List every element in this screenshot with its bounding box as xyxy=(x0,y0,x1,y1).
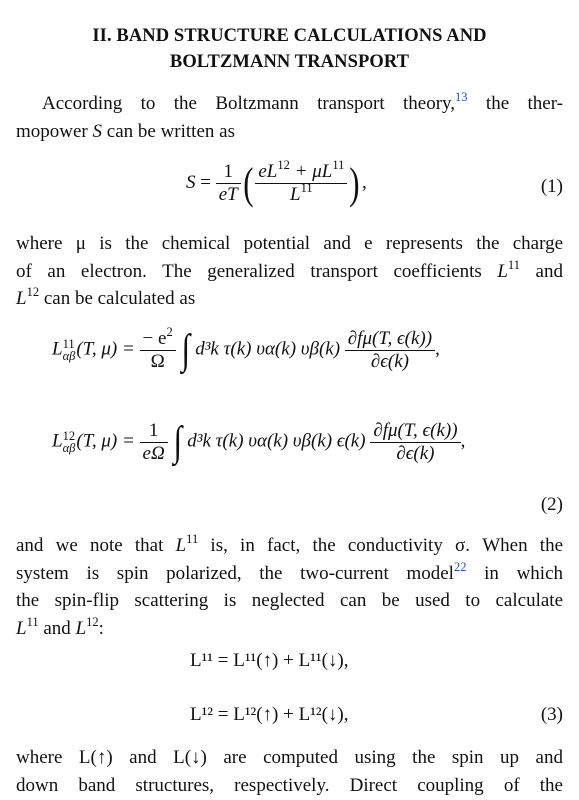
eq1-prefactor: $\frac{1}{eT}$ xyxy=(216,161,241,206)
equation-2a: L 11 αβ (T, μ) = $\frac{- e^2}{\Omega}$ ∫ d³k τ(k) υα(k) υβ(k) $\frac{\partial f\mu(T, \epsilon(k))}{\partial\epsilon(k)}$ , xyxy=(52,324,440,373)
citation-22[interactable]: 22 xyxy=(453,559,467,574)
equation-1-number: (1) xyxy=(540,176,563,197)
equation-3b: L¹² = L¹²(↑) + L¹²(↓), xyxy=(190,704,349,725)
equation-2b: L 12 αβ (T, μ) = $\frac{1}{e\Omega}$ ∫ d³k τ(k) υα(k) υβ(k) ϵ(k) $\frac{\partial f\mu(T, \epsilon(k))}{\partial\epsilon(k)}$ , xyxy=(52,419,466,465)
paragraph-3-line-2: system is spin polarized, the two-current model$^{22}$ in which xyxy=(16,559,563,584)
eq2a-derivative: $\frac{\partial f\mu(T, \epsilon(k))}{\partial\epsilon(k)}$ xyxy=(345,328,435,373)
paragraph-2-line-2: of an electron. The generalized transport coefficients $L^{11}$ and xyxy=(16,257,563,282)
paragraph-2 xyxy=(16,230,563,313)
eq2a-prefactor: $\frac{- e^2}{\Omega}$ xyxy=(140,328,176,373)
equation-3a: L¹¹ = L¹¹(↑) + L¹¹(↓), xyxy=(190,650,349,671)
paragraph-3-line-4: $L^{11}$ and $L^{12}$: xyxy=(16,614,104,639)
equation-2-number: (2) xyxy=(540,494,563,515)
paragraph-1 xyxy=(16,90,563,118)
eq2a-integrand: d³k τ(k) υα(k) υβ(k) xyxy=(195,338,341,360)
paragraph-4 xyxy=(16,744,563,799)
paragraph-1-line-2: mopower S can be written as xyxy=(16,121,235,142)
integral-sign: ∫ xyxy=(173,419,182,465)
paragraph-4-line-1: where L(↑) and L(↓) are computed using the spin up and xyxy=(16,747,563,768)
paragraph-3-line-1: and we note that $L^{11}$ is, in fact, the conductivity σ. When the xyxy=(16,532,563,556)
section-title-line-2: BOLTZMANN TRANSPORT xyxy=(169,52,410,72)
section-title-line-1: II. BAND STRUCTURE CALCULATIONS AND xyxy=(92,26,487,46)
citation-13[interactable]: 13 xyxy=(455,90,468,104)
paragraph-3 xyxy=(16,532,563,642)
equation-3-number: (3) xyxy=(540,704,563,725)
integral-sign: ∫ xyxy=(181,327,190,373)
paragraph-4-line-2: down band structures, respectively. Direct coupling of the xyxy=(16,774,563,796)
paragraph-2-line-3: $L^{12}$ can be calculated as xyxy=(16,285,196,309)
paragraph-2-line-1: where μ is the chemical potential and e represents the charge xyxy=(16,233,563,254)
eq2b-prefactor: $\frac{1}{e\Omega}$ xyxy=(140,420,168,465)
eq1-inner-fraction: $\frac{eL^{12} + \mu L^{11}}{L^{11}}$ xyxy=(255,161,347,206)
paragraph-1-line-1: According to the Boltzmann transport theory,$^{13}$ the ther- xyxy=(42,90,563,114)
eq2b-derivative: $\frac{\partial f\mu(T, \epsilon(k))}{\partial\epsilon(k)}$ xyxy=(370,420,460,465)
equation-1: S = $\frac{1}{eT}$ ( $\frac{eL^{12} + \mu L^{11}}{L^{11}}$ ) , xyxy=(186,158,367,208)
paragraph-3-line-3: the spin-flip scattering is neglected can be used to calculate xyxy=(16,590,563,611)
eq2b-integrand: d³k τ(k) υα(k) υβ(k) ϵ(k) xyxy=(187,430,366,452)
